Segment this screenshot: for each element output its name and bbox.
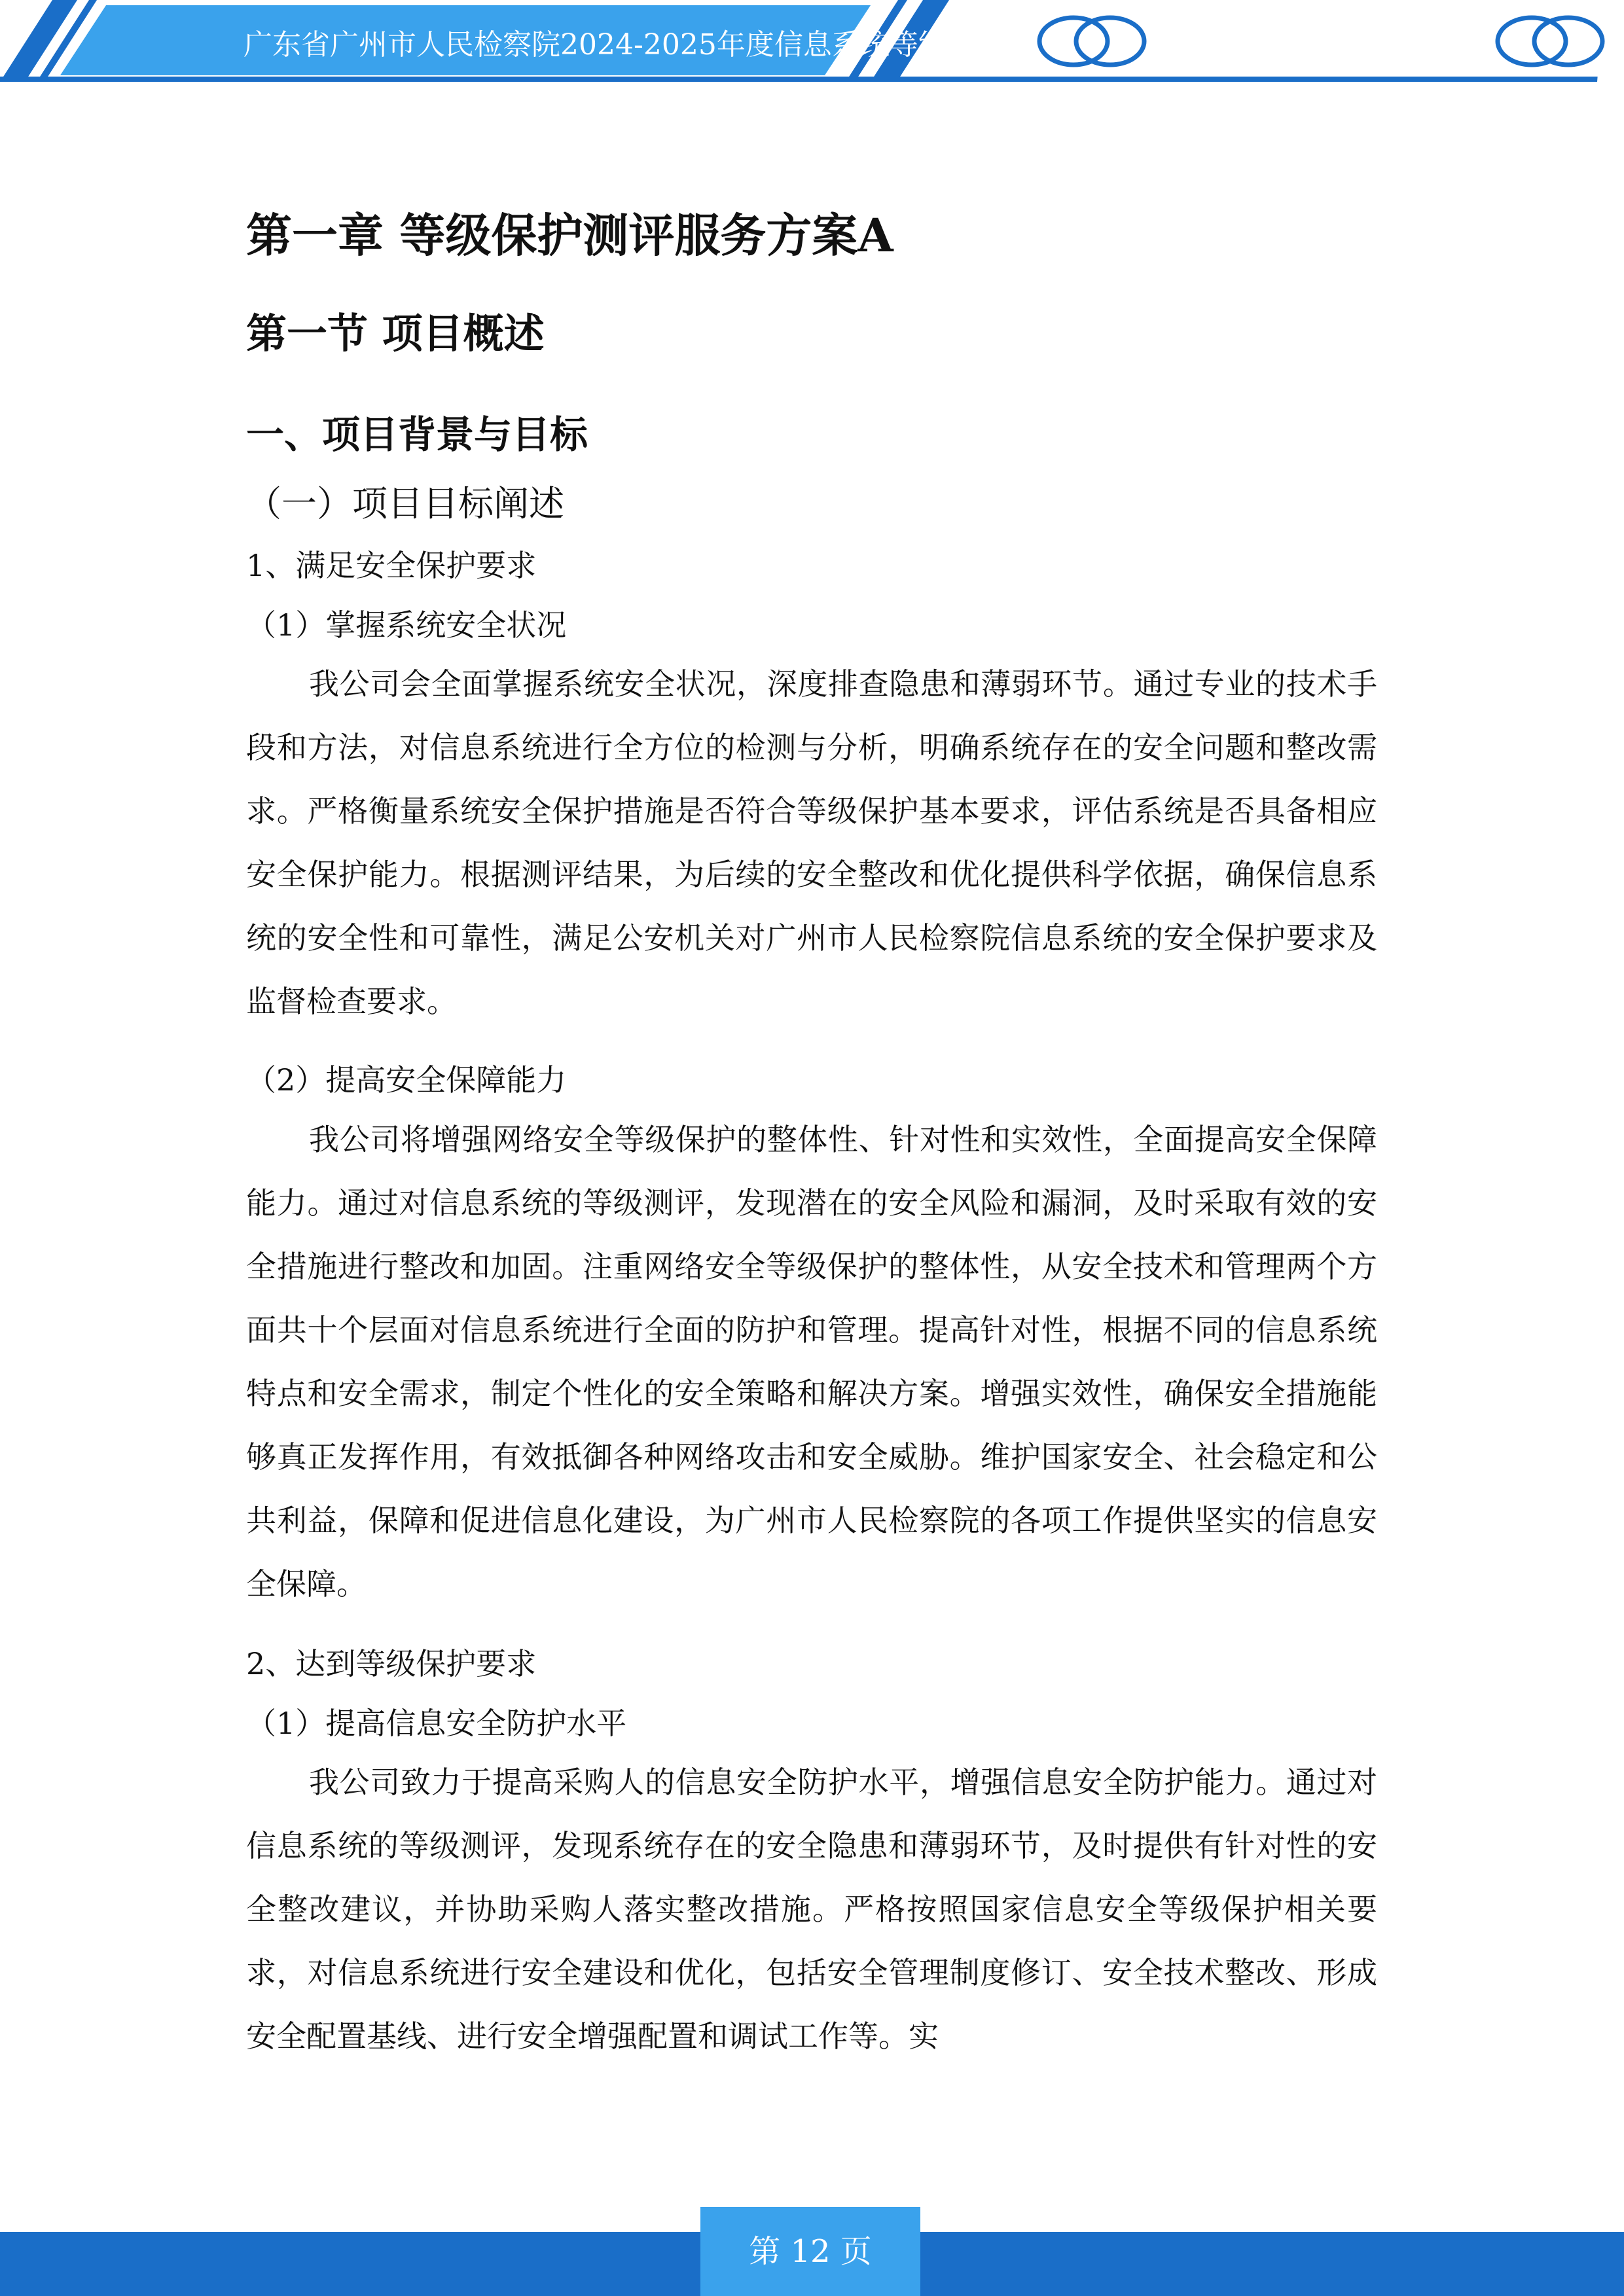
item2-title: 2、达到等级保护要求: [246, 1646, 537, 1681]
item1-2-title: （2）提高安全保障能力: [246, 1062, 567, 1098]
page-number: 第 12 页: [700, 2207, 920, 2296]
sub-subsection-title: （一）项目目标阐述: [246, 483, 564, 524]
header-title: 广东省广州市人民检察院2024-2025年度信息系统等级保护测评服务项目: [244, 28, 1178, 62]
chapter-title: 第一章 等级保护测评服务方案A: [246, 208, 893, 262]
section-title: 第一节 项目概述: [246, 310, 545, 357]
item2-1-title: （1）提高信息安全防护水平: [246, 1706, 627, 1741]
rings-logo-icon: [1491, 12, 1609, 71]
subsection-title: 一、项目背景与目标: [246, 412, 588, 457]
item1-1-paragraph: 我公司会全面掌握系统安全状况，深度排查隐患和薄弱环节。通过专业的技术手段和方法，对信息系统进行全方位的检测与分析，明确系统存在的安全问题和整改需求。严格衡量系统安全保护措施是否符合等级保护基本要求，评估系统是否具备相应安全保护能力。根据测评结果，为后续的安全整改和优化提供科学依据，确保信息系统的安全性和可靠性，满足公安机关对广州市人民检察院信息系统的安全保护要求及监督检查要求。: [246, 666, 1377, 1019]
rings-logo-icon: [1033, 12, 1151, 71]
item1-title: 1、满足安全保护要求: [246, 548, 537, 583]
item1-2-paragraph: 我公司将增强网络安全等级保护的整体性、针对性和实效性，全面提高安全保障能力。通过对信息系统的等级测评，发现潜在的安全风险和漏洞，及时采取有效的安全措施进行整改和加固。注重网络安全等级保护的整体性，从安全技术和管理两个方面共十个层面对信息系统进行全面的防护和管理。提高针对性，根据不同的信息系统特点和安全需求，制定个性化的安全策略和解决方案。增强实效性，确保安全措施能够真正发挥作用，有效抵御各种网络攻击和安全威胁。维护国家安全、社会稳定和公共利益，保障和促进信息化建设，为广州市人民检察院的各项工作提供坚实的信息安全保障。: [246, 1122, 1377, 1602]
item1-1-title: （1）掌握系统安全状况: [246, 607, 567, 643]
item2-1-paragraph: 我公司致力于提高采购人的信息安全防护水平，增强信息安全防护能力。通过对信息系统的等级测评，发现系统存在的安全隐患和薄弱环节，及时提供有针对性的安全整改建议，并协助采购人落实整改措施。严格按照国家信息安全等级保护相关要求，对信息系统进行安全建设和优化，包括安全管理制度修订、安全技术整改、形成安全配置基线、进行安全增强配置和调试工作等。实: [246, 1765, 1377, 2054]
